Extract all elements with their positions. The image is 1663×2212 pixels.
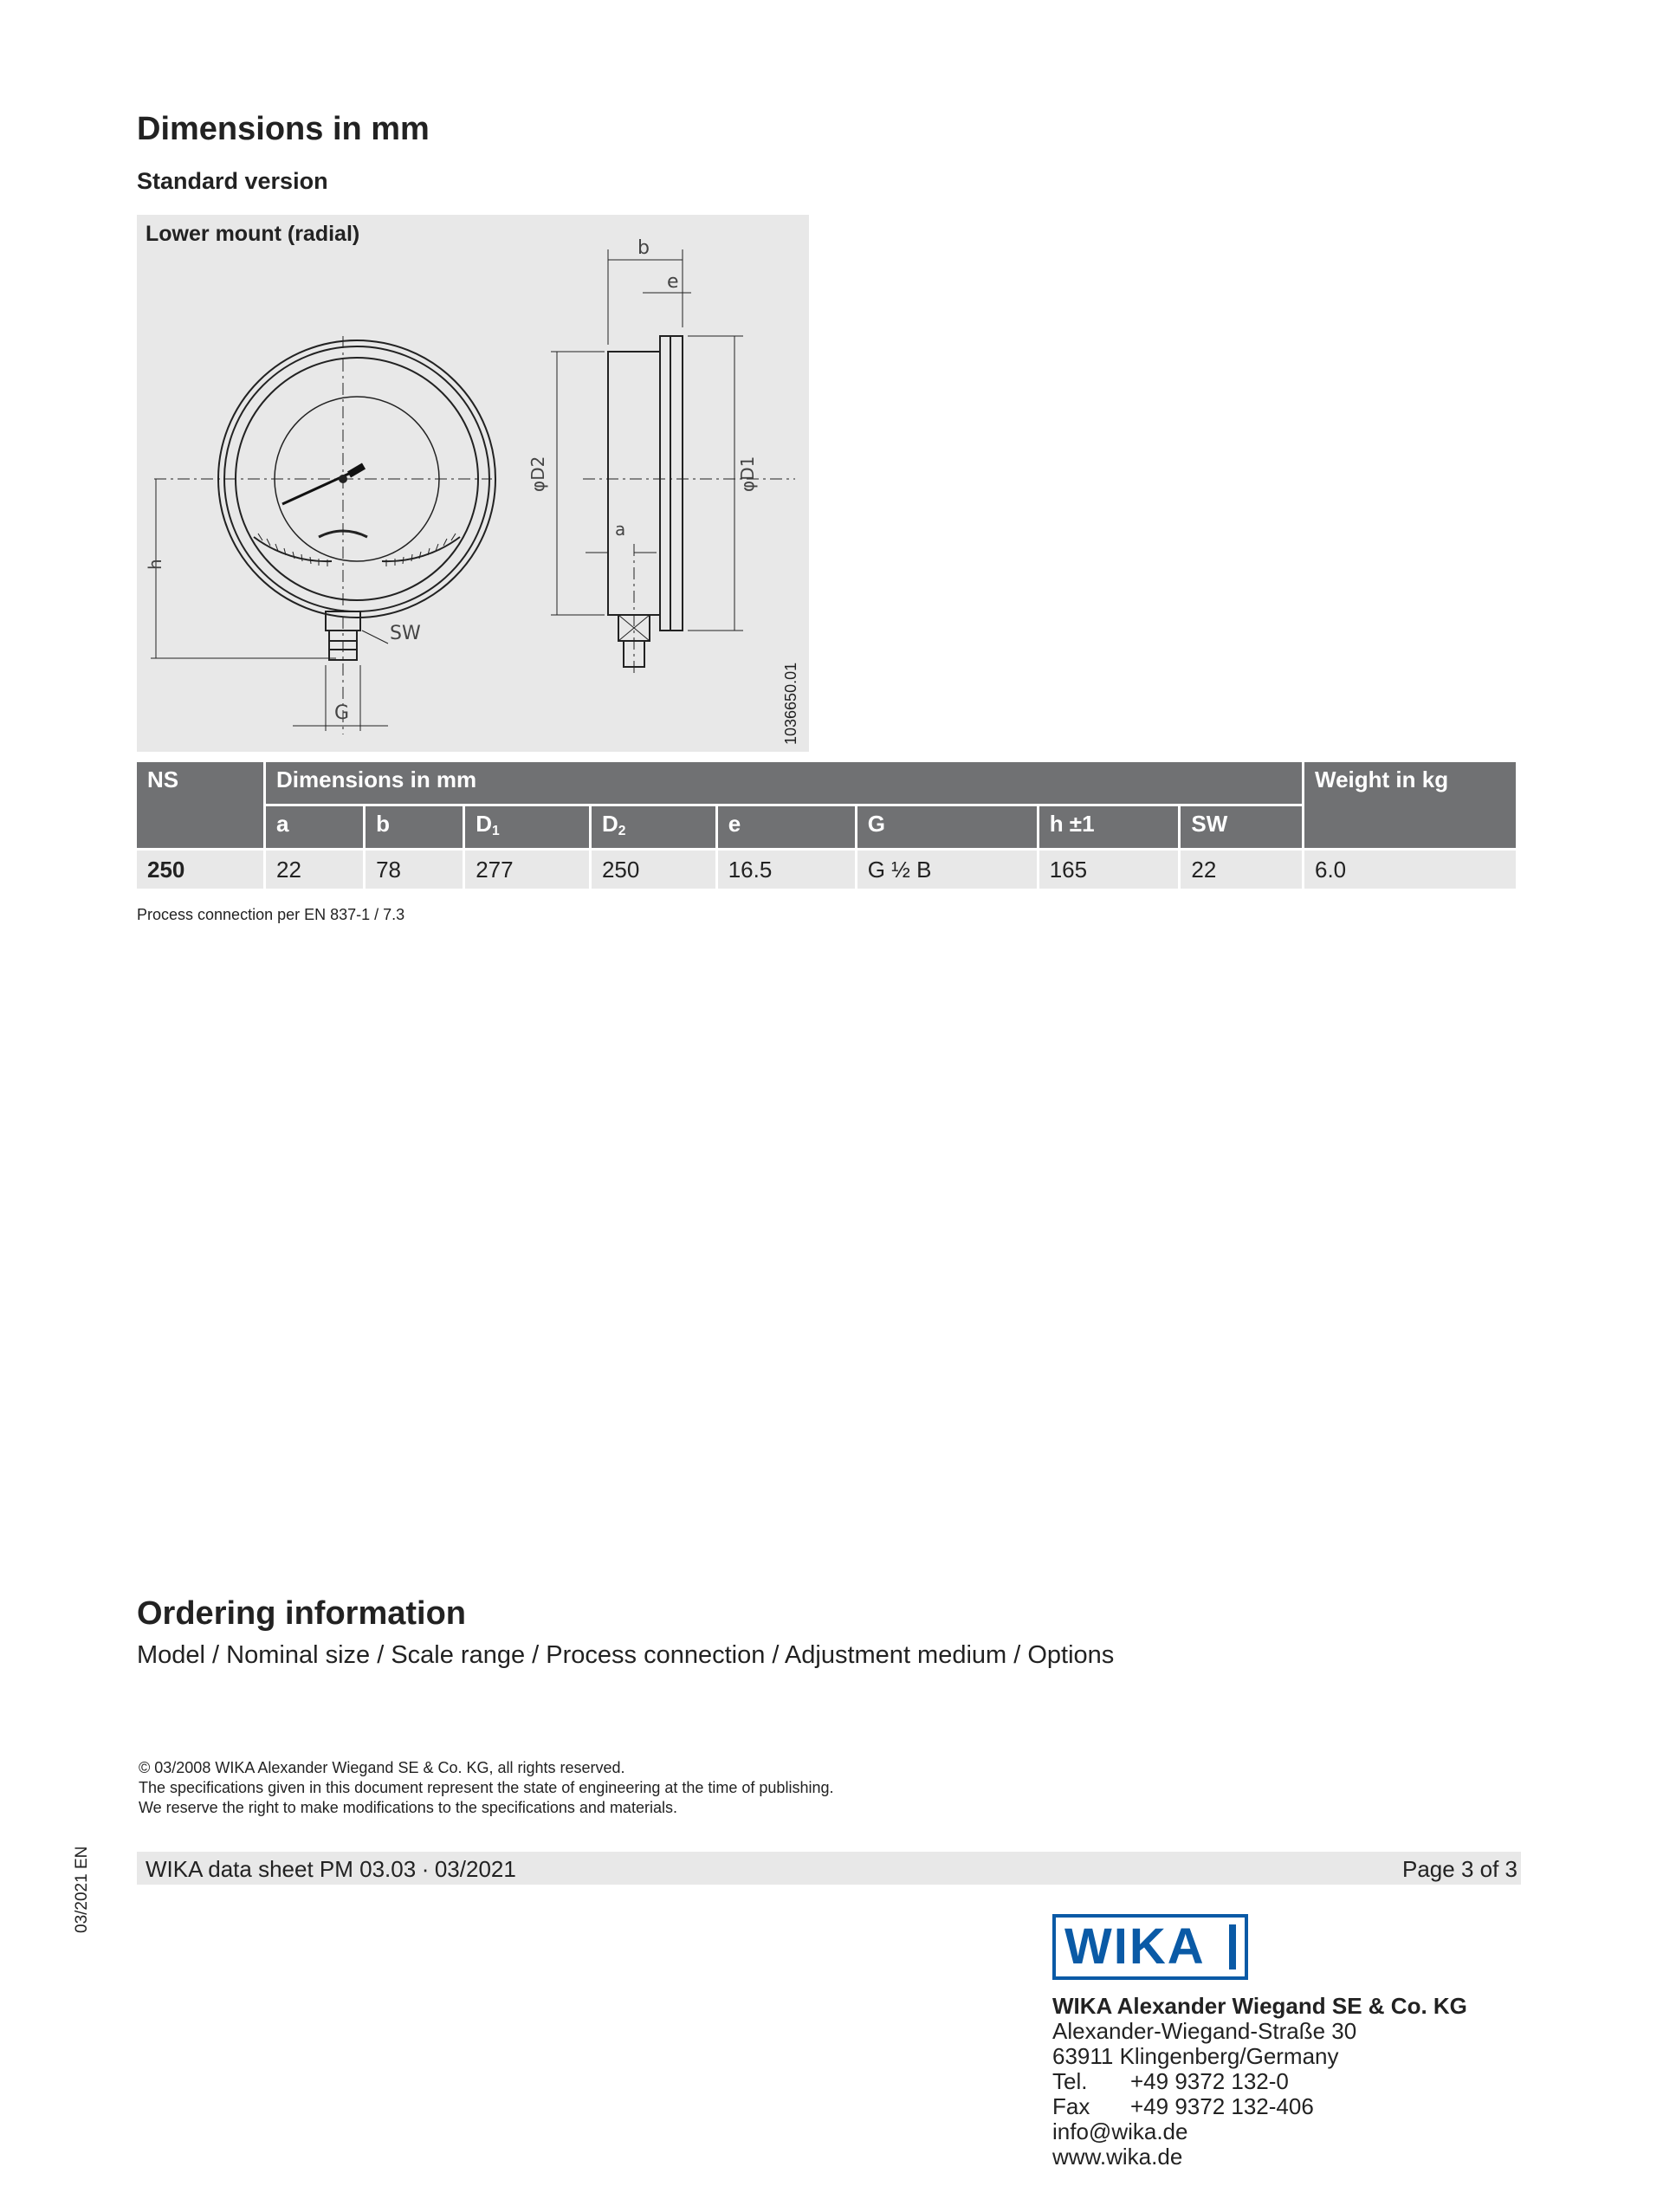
specifications-line: The specifications given in this document represent the state of engineering at the time of publishing. <box>139 1779 834 1796</box>
cell-d2: 250 <box>592 851 715 889</box>
company-address <box>1052 1994 1467 2170</box>
table-row <box>137 851 1516 889</box>
drawing-id: 1036650.01 <box>782 662 799 745</box>
header-ns: NS <box>137 762 263 848</box>
dim-label-g: G <box>334 702 350 724</box>
dim-label-d1: φD1 <box>737 456 758 492</box>
col-d2: $D_2$ <box>592 806 715 848</box>
wika-logo <box>1052 1914 1248 1980</box>
company-street: Alexander-Wiegand-Straße 30 <box>1052 2018 1357 2044</box>
dim-label-h: h <box>145 559 165 570</box>
dim-label-d2: φD2 <box>527 456 548 492</box>
edition-label: 03/2021 EN <box>73 1846 91 1933</box>
col-sw: SW <box>1181 806 1302 848</box>
dim-label-e: e <box>667 271 679 293</box>
company-email[interactable]: info@wika.de <box>1052 2118 1188 2144</box>
header-dimensions: Dimensions in mm <box>266 762 1302 804</box>
ordering-title: Ordering information <box>137 1595 466 1632</box>
figure-title: Lower mount (radial) <box>146 222 360 246</box>
dim-label-b: b <box>637 237 650 259</box>
logo-text: WIKA <box>1064 1918 1206 1975</box>
cell-b: 78 <box>366 851 463 889</box>
dimensions-table <box>134 760 1518 891</box>
col-d1: $D_1$ <box>465 806 589 848</box>
section-subtitle: Standard version <box>137 168 328 194</box>
cell-g: G ½ B <box>857 851 1037 889</box>
company-name: WIKA Alexander Wiegand SE & Co. KG <box>1052 1993 1467 2019</box>
logo-bar <box>1229 1924 1236 1969</box>
page-title: Dimensions in mm <box>137 111 430 147</box>
process-connection-note: Process connection per EN 837-1 / 7.3 <box>137 906 405 923</box>
cell-h: 165 <box>1039 851 1179 889</box>
company-fax: Fax +49 9372 132-406 <box>1052 2093 1314 2119</box>
ordering-text: Model / Nominal size / Scale range / Process connection / Adjustment medium / Options <box>137 1641 1115 1669</box>
copyright-block <box>139 1758 833 1818</box>
modifications-line: We reserve the right to make modifications to the specifications and materials. <box>139 1799 677 1816</box>
company-website[interactable]: www.wika.de <box>1052 2144 1183 2170</box>
company-tel: Tel. +49 9372 132-0 <box>1052 2068 1289 2094</box>
cell-e: 16.5 <box>718 851 855 889</box>
header-weight: Weight in kg <box>1304 762 1516 848</box>
gauge-technical-drawing <box>137 215 809 752</box>
col-e: e <box>718 806 855 848</box>
copyright-line: © 03/2008 WIKA Alexander Wiegand SE & Co. KG, all rights reserved. <box>139 1759 625 1776</box>
col-b: b <box>366 806 463 848</box>
dim-label-a: a <box>615 519 626 540</box>
cell-sw: 22 <box>1181 851 1302 889</box>
cell-d1: 277 <box>465 851 589 889</box>
dimension-drawing <box>137 215 809 752</box>
footer-page-number: Page 3 of 3 <box>1402 1856 1517 1882</box>
cell-weight: 6.0 <box>1304 851 1516 889</box>
company-city: 63911 Klingenberg/Germany <box>1052 2043 1339 2069</box>
cell-a: 22 <box>266 851 363 889</box>
dim-label-sw: SW <box>390 623 421 644</box>
footer-datasheet: WIKA data sheet PM 03.03 ∙ 03/2021 <box>146 1856 516 1882</box>
col-g: G <box>857 806 1037 848</box>
col-h: h ±1 <box>1039 806 1179 848</box>
col-a: a <box>266 806 363 848</box>
cell-ns: 250 <box>137 851 263 889</box>
